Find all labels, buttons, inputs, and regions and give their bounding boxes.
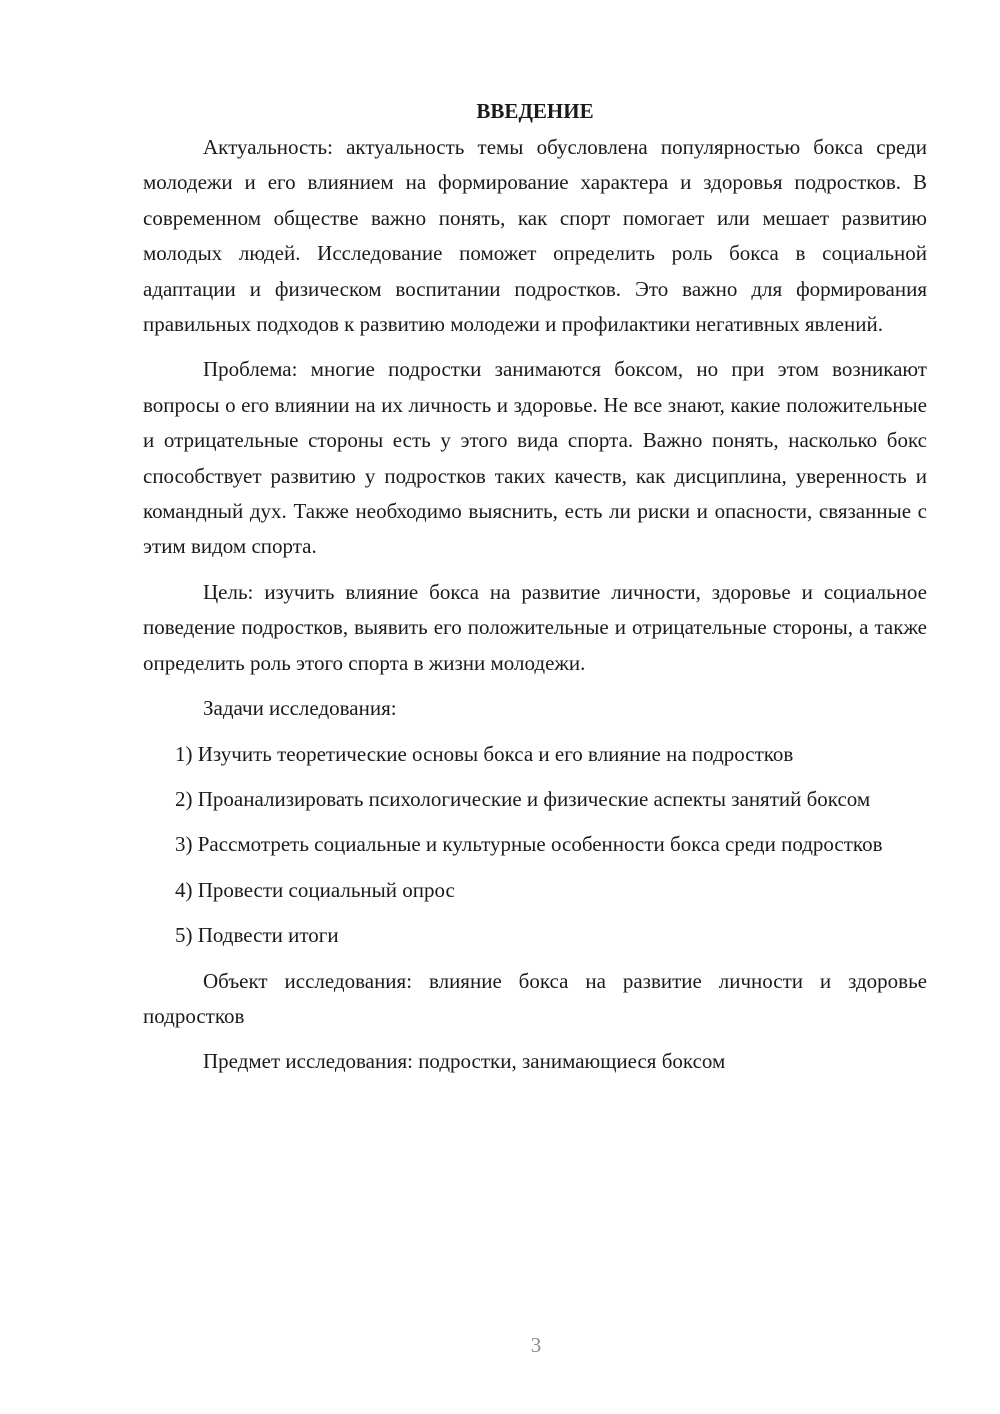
problem-paragraph: Проблема: многие подростки занимаются боксом, но при этом возникают вопросы о его влиянии на их личность и здоровье. Не все знают, какие положительные и отрицательные стороны есть у этого вида спорта. Важно понять, насколько бокс способствует развитию у подростков таких качеств, как дисциплина, уверенность и командный дух. Также необходимо выяснить, есть ли риски и опасности, связанные с этим видом спорта.: [143, 357, 927, 559]
task-item: 4) Провести социальный опрос: [175, 877, 455, 902]
section-title: ВВЕДЕНИЕ: [476, 99, 594, 123]
subject-paragraph: Предмет исследования: подростки, занимающиеся боксом: [203, 1049, 726, 1074]
task-item: 2) Проанализировать психологические и физические аспекты занятий боксом: [175, 786, 871, 811]
relevance-paragraph: Актуальность: актуальность темы обусловлена популярностью бокса среди молодежи и его влиянием на формирование характера и здоровья подростков. В современном обществе важно понять, как спорт помогает или мешает развитию молодых людей. Исследование поможет определить роль бокса в социальной адаптации и физическом воспитании подростков. Это важно для формирования правильных подходов к развитию молодежи и профилактики негативных явлений.: [143, 135, 927, 337]
page-content: [143, 96, 927, 1090]
object-paragraph: Объект исследования: влияние бокса на развитие личности и здоровье подростков: [143, 968, 927, 1028]
goal-paragraph: Цель: изучить влияние бокса на развитие личности, здоровье и социальное поведение подростков, выявить его положительные и отрицательные стороны, а также определить роль этого спорта в жизни молодежи.: [143, 579, 927, 675]
task-item: 3) Рассмотреть социальные и культурные особенности бокса среди подростков: [175, 832, 883, 857]
tasks-heading: Задачи исследования:: [203, 696, 397, 721]
page-number: 3: [530, 1333, 542, 1357]
task-item: 1) Изучить теоретические основы бокса и его влияние на подростков: [175, 741, 794, 766]
task-item: 5) Подвести итоги: [175, 923, 339, 948]
